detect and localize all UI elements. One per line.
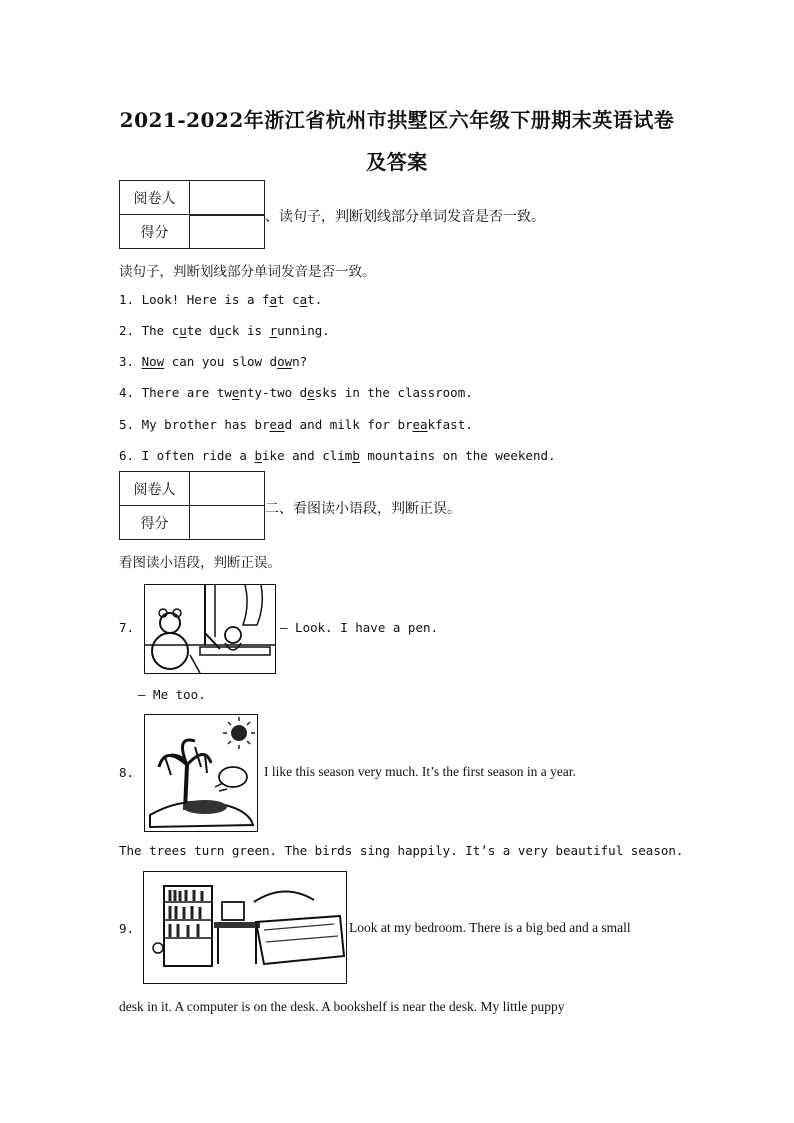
score-label: 得分	[120, 506, 190, 540]
section2-instruction: 看图读小语段，判断正误。	[119, 555, 281, 571]
q8-picture-spring-scene	[144, 714, 258, 832]
table-divider	[190, 215, 264, 216]
sentence-3: 3. Now can you slow down?	[119, 354, 308, 369]
sentence-5: 5. My brother has bread and milk for breakfast.	[119, 417, 473, 432]
q7-number: 7.	[119, 620, 135, 635]
sentence-6: 6. I often ride a bike and climb mountains on the weekend.	[119, 448, 556, 463]
q8-number: 8.	[119, 765, 135, 780]
score-table-2	[119, 471, 265, 540]
reviewer-label: 阅卷人	[120, 472, 190, 506]
q8-text-line2: The trees turn green. The birds sing happily. It’s a very beautiful season.	[119, 843, 684, 858]
score-cell[interactable]	[190, 506, 265, 540]
q7-picture-girl-with-bear	[144, 584, 276, 674]
section1-heading: 、读句子，判断划线部分单词发音是否一致。	[265, 209, 545, 225]
score-label: 得分	[120, 215, 190, 249]
reviewer-cell[interactable]	[190, 472, 265, 506]
q9-text-line1: Look at my bedroom. There is a big bed and a small	[349, 920, 631, 935]
q7-dialogue-line1: — Look. I have a pen.	[280, 620, 439, 635]
page-title: 2021-2022年浙江省杭州市拱墅区六年级下册期末英语试卷	[119, 108, 675, 132]
reviewer-label: 阅卷人	[120, 181, 190, 215]
q8-text-line1: I like this season very much. It’s the first season in a year.	[264, 764, 576, 779]
section1-instruction: 读句子，判断划线部分单词发音是否一致。	[119, 264, 376, 280]
q9-picture-bedroom	[143, 871, 347, 984]
sentence-2: 2. The cute duck is running.	[119, 323, 330, 338]
q7-dialogue-line2: — Me too.	[138, 687, 206, 702]
q9-number: 9.	[119, 921, 135, 936]
section2-heading: 二、看图读小语段，判断正误。	[265, 501, 461, 517]
score-cell[interactable]	[190, 215, 265, 249]
reviewer-cell[interactable]	[190, 181, 265, 215]
sentence-4: 4. There are twenty-two desks in the classroom.	[119, 385, 473, 400]
page-title-continued: 及答案	[366, 150, 428, 174]
q9-text-line2: desk in it. A computer is on the desk. A bookshelf is near the desk. My little puppy	[119, 999, 565, 1014]
sentence-1: 1. Look! Here is a fat cat.	[119, 292, 323, 307]
